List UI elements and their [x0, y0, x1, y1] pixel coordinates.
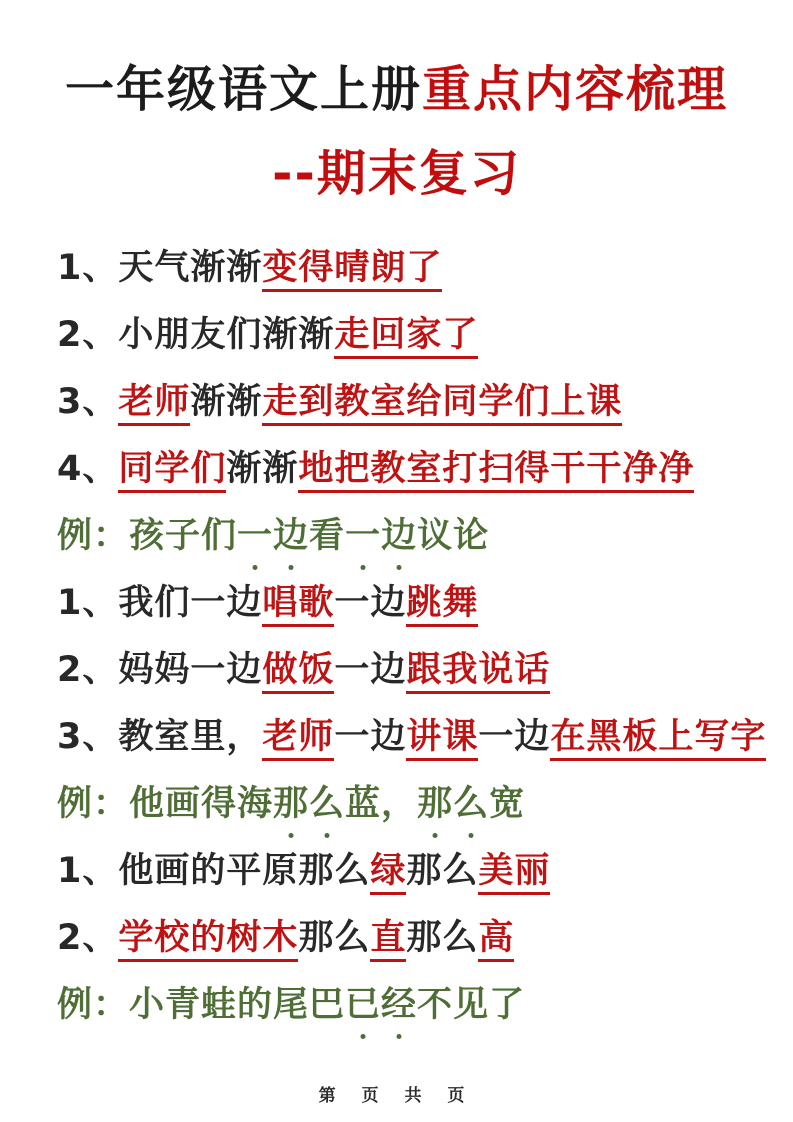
text-segment-black: 1、天气渐渐: [57, 248, 263, 288]
example-line: [57, 506, 763, 573]
text-segment-black: 一边: [334, 650, 407, 690]
emphasized-char: 经: [381, 975, 417, 1035]
sentence-line: [57, 640, 763, 707]
text-segment-red: 走回家了: [334, 316, 478, 359]
text-segment-red: 老师: [118, 383, 190, 426]
text-segment-red: 唱歌: [262, 584, 334, 627]
text-segment-green: 宽: [489, 784, 526, 824]
sentence-line: [57, 372, 763, 439]
page-footer: 第 页 共 页: [318, 1086, 475, 1106]
text-segment-green: 不见了: [417, 985, 526, 1025]
text-segment-red: 绿: [370, 852, 406, 895]
page-title-line1: [0, 48, 793, 132]
text-segment-green-dots: [345, 975, 417, 1035]
text-segment-red: 同学们: [118, 450, 226, 493]
text-segment-black: 4、: [57, 449, 119, 489]
text-segment-black: 一边: [334, 583, 407, 623]
text-segment-black: 2、妈妈一边: [57, 650, 263, 690]
text-segment-black: 1、他画的平原那么: [57, 851, 371, 891]
text-segment-black: 3、: [57, 382, 119, 422]
page-title: [0, 0, 793, 216]
example-line: [57, 774, 763, 841]
text-segment-black: 2、小朋友们渐渐: [57, 315, 335, 355]
subtitle-red: --期末复习: [272, 145, 521, 202]
emphasized-char: 么: [309, 774, 345, 834]
sentence-line: [57, 238, 763, 305]
text-segment-black: 渐渐: [226, 449, 299, 489]
text-segment-red: 走到教室给同学们上课: [262, 383, 622, 426]
text-segment-black: 3、教室里，: [57, 717, 263, 757]
text-segment-black: 1、我们一边: [57, 583, 263, 623]
text-segment-green-dots: [345, 506, 417, 566]
worksheet-lines: [0, 238, 793, 1042]
text-segment-black: 那么: [406, 918, 479, 958]
text-segment-green-dots: [273, 774, 345, 834]
text-segment-red: 老师: [262, 718, 334, 761]
example-line: [57, 975, 763, 1042]
text-segment-red: 跟我说话: [406, 651, 550, 694]
text-segment-green: 例：孩子们: [57, 516, 238, 556]
emphasized-char: 已: [345, 975, 381, 1035]
text-segment-red: 高: [478, 919, 514, 962]
emphasized-char: 么: [453, 774, 489, 834]
text-segment-red: 讲课: [406, 718, 478, 761]
sentence-line: [57, 707, 767, 774]
text-segment-green: 议论: [417, 516, 490, 556]
text-segment-black: 一边: [334, 717, 407, 757]
text-segment-red: 学校的树木: [118, 919, 298, 962]
text-segment-green: 蓝，: [345, 784, 418, 824]
text-segment-red: 做饭: [262, 651, 334, 694]
emphasized-char: 那: [273, 774, 309, 834]
text-segment-black: 2、: [57, 918, 119, 958]
emphasized-char: 那: [417, 774, 453, 834]
text-segment-black: 一边: [478, 717, 551, 757]
emphasized-char: 边: [273, 506, 309, 566]
text-segment-green: 例：小青蛙的尾巴: [57, 985, 346, 1025]
text-segment-red: 地把教室打扫得干干净净: [298, 450, 694, 493]
text-segment-red: 直: [370, 919, 406, 962]
title-part-black: 一年级语文上册: [64, 61, 422, 118]
sentence-line: [57, 841, 763, 908]
emphasized-char: 一: [345, 506, 381, 566]
text-segment-black: 那么: [406, 851, 479, 891]
text-segment-red: 跳舞: [406, 584, 478, 627]
text-segment-red: 变得晴朗了: [262, 249, 442, 292]
sentence-line: [57, 439, 763, 506]
sentence-line: [57, 908, 763, 975]
title-part-red: 重点内容梳理: [422, 61, 729, 118]
text-segment-black: 那么: [298, 918, 371, 958]
text-segment-black: 渐渐: [190, 382, 263, 422]
text-segment-green: 看: [309, 516, 346, 556]
text-segment-red: 在黑板上写字: [550, 718, 766, 761]
text-segment-green: 例：他画得海: [57, 784, 274, 824]
sentence-line: [57, 573, 763, 640]
text-segment-green-dots: [237, 506, 309, 566]
page-title-line2: [0, 132, 793, 216]
emphasized-char: 一: [237, 506, 273, 566]
text-segment-green-dots: [417, 774, 489, 834]
sentence-line: [57, 305, 763, 372]
emphasized-char: 边: [381, 506, 417, 566]
text-segment-red: 美丽: [478, 852, 550, 895]
